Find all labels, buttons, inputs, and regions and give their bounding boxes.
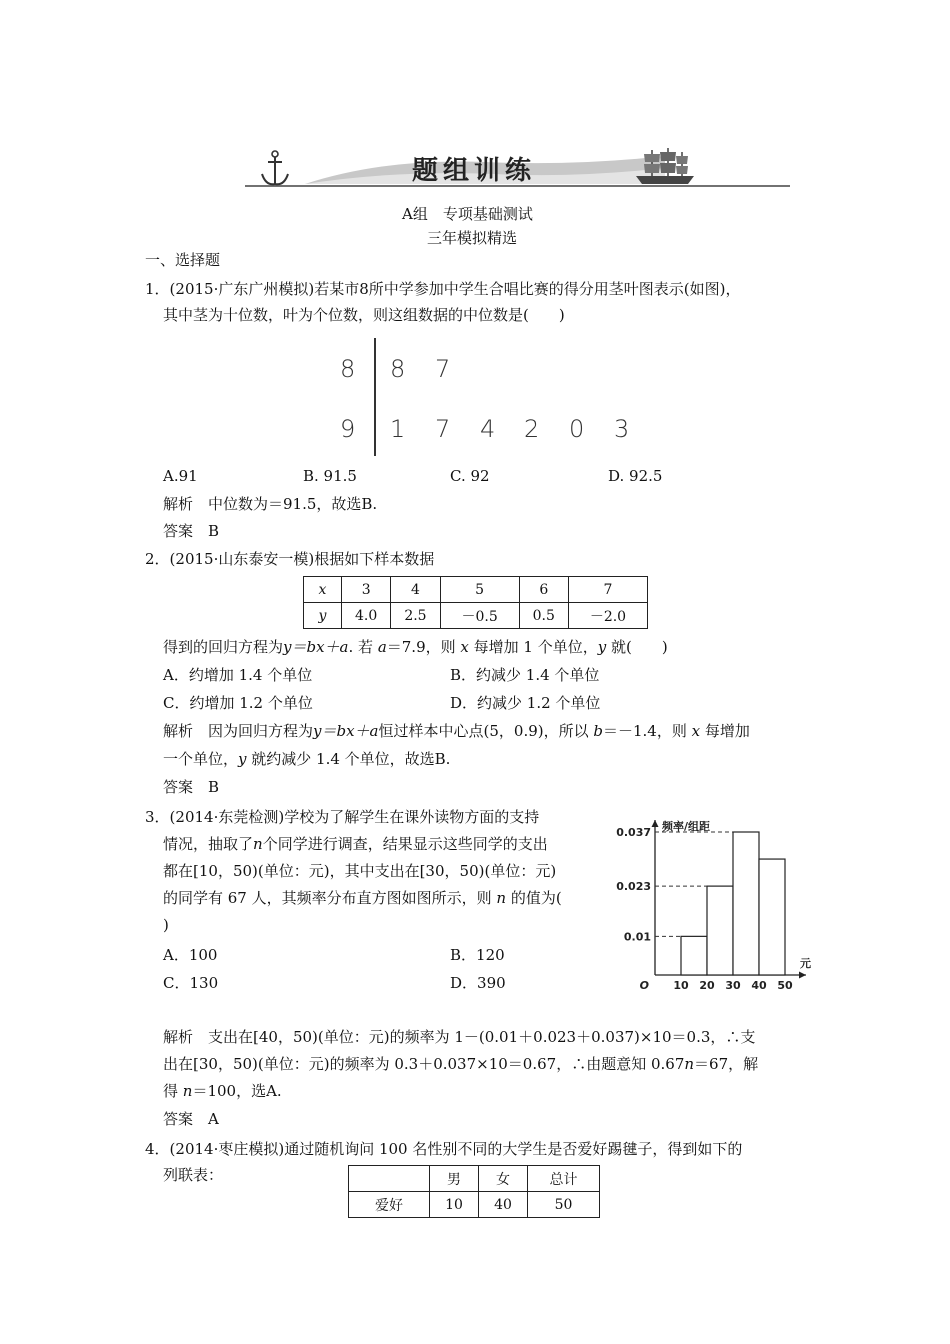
table-cell: 男 xyxy=(430,1166,479,1192)
x-axis-arrow xyxy=(799,972,806,979)
group-heading: A组 专项基础测试 xyxy=(402,205,533,223)
y-tick-label: 0.01 xyxy=(623,930,651,944)
table-cell: 50 xyxy=(528,1192,600,1218)
x-tick-label: 50 xyxy=(777,979,793,992)
q2-regression-line: 得到的回归方程为y＝bx＋a. 若 a＝7.9，则 x 每增加 1 个单位，y 就( ) xyxy=(163,638,668,656)
q4-contingency-table xyxy=(348,1165,600,1218)
q1-analysis: 解析 中位数为＝91.5，故选B. xyxy=(163,495,378,513)
table-cell: 女 xyxy=(479,1166,528,1192)
table-cell: 40 xyxy=(479,1192,528,1218)
leaf-9-1: 1 xyxy=(390,415,406,443)
stem-divider xyxy=(374,338,376,456)
y-tick-label: 0.023 xyxy=(616,880,651,894)
table-cell: y xyxy=(304,603,342,629)
leaf-8-2: 7 xyxy=(435,355,451,383)
table-cell: 10 xyxy=(430,1192,479,1218)
q3-option-a: A．100 xyxy=(163,946,218,964)
leaf-9-5: 0 xyxy=(569,415,585,443)
q2-analysis-line2: 一个单位，y 就约减少 1.4 个单位，故选B. xyxy=(163,750,451,768)
table-cell: 7 xyxy=(568,577,647,603)
q1-option-c: C. 92 xyxy=(450,467,490,485)
histogram-bar xyxy=(681,936,707,975)
q3-line2: 情况，抽取了n个同学进行调查，结果显示这些同学的支出 xyxy=(163,835,548,853)
q2-option-a: A．约增加 1.4 个单位 xyxy=(163,666,313,684)
table-cell xyxy=(349,1166,430,1192)
q4-line2: 列联表： xyxy=(163,1166,224,1184)
q2-analysis-line1: 解析 因为回归方程为y＝bx＋a恒过样本中心点(5，0.9)，所以 b＝－1.4，则 x 每增加 xyxy=(163,722,750,740)
table-cell: 4.0 xyxy=(342,603,391,629)
table-cell: 4 xyxy=(391,577,440,603)
histogram-bar xyxy=(733,832,759,975)
q3-answer: 答案 A xyxy=(163,1110,219,1128)
table-row xyxy=(304,603,648,629)
histogram-bar xyxy=(759,859,785,975)
leaf-9-6: 3 xyxy=(614,415,630,443)
table-cell: －0.5 xyxy=(440,603,519,629)
q3-option-d: D．390 xyxy=(450,974,506,992)
x-tick-label: 30 xyxy=(725,979,741,992)
stem-8: 8 xyxy=(340,355,356,383)
table-cell: 3 xyxy=(342,577,391,603)
q3-line4: 的同学有 67 人，其频率分布直方图如图所示，则 n 的值为( xyxy=(163,889,562,907)
q1-stem-line2: 其中茎为十位数，叶为个位数，则这组数据的中位数是( ) xyxy=(163,306,565,324)
q2-sample-table xyxy=(303,576,648,629)
q1-stem-line1: 1．(2015·广东广州模拟)若某市8所中学参加中学生合唱比赛的得分用茎叶图表示(如图)， xyxy=(145,280,741,298)
table-row xyxy=(349,1192,600,1218)
y-tick-label: 0.037 xyxy=(616,826,651,839)
table-cell: 爱好 xyxy=(349,1192,430,1218)
x-tick-label: 10 xyxy=(673,979,689,992)
y-axis-label: 频率/组距 xyxy=(662,820,711,833)
q2-answer: 答案 B xyxy=(163,778,220,796)
q2-option-d: D．约减少 1.2 个单位 xyxy=(450,694,601,712)
q3-analysis-line3: 得 n＝100，选A. xyxy=(163,1082,282,1100)
q3-option-b: B．120 xyxy=(450,946,505,964)
table-row xyxy=(304,577,648,603)
table-cell: 总计 xyxy=(528,1166,600,1192)
q3-analysis-line2: 出在[30，50)(单位：元)的频率为 0.3＋0.037×10＝0.67，∴由题意知 0.67n＝67，解 xyxy=(163,1055,759,1073)
x-tick-label: 20 xyxy=(699,979,715,992)
stem-9: 9 xyxy=(340,415,356,443)
table-cell: －2.0 xyxy=(568,603,647,629)
q3-option-c: C．130 xyxy=(163,974,219,992)
origin-label: O xyxy=(639,979,649,992)
q3-line1: 3．(2014·东莞检测)学校为了解学生在课外读物方面的支持 xyxy=(145,808,540,826)
table-cell: 2.5 xyxy=(391,603,440,629)
table-cell: 5 xyxy=(440,577,519,603)
q1-answer: 答案 B xyxy=(163,522,220,540)
sub-heading: 三年模拟精选 xyxy=(427,229,518,247)
table-row xyxy=(349,1166,600,1192)
q3-analysis-line1: 解析 支出在[40，50)(单位：元)的频率为 1－(0.01＋0.023＋0.037)×10＝0.3，∴支 xyxy=(163,1028,756,1046)
anchor-icon xyxy=(258,150,292,188)
leaf-9-2: 7 xyxy=(435,415,451,443)
leaf-8-1: 8 xyxy=(390,355,406,383)
q2-option-c: C．约增加 1.2 个单位 xyxy=(163,694,313,712)
y-axis-arrow xyxy=(652,820,659,827)
q1-option-a: A.91 xyxy=(163,467,198,485)
table-cell: 0.5 xyxy=(519,603,568,629)
leaf-9-3: 4 xyxy=(480,415,496,443)
x-axis-label: 元 xyxy=(800,957,811,970)
ship-icon xyxy=(630,146,700,188)
table-cell: 6 xyxy=(519,577,568,603)
x-tick-label: 40 xyxy=(751,979,767,992)
q3-line5: ) xyxy=(163,916,169,934)
q2-stem: 2．(2015·山东泰安一模)根据如下样本数据 xyxy=(145,550,435,568)
q3-line3: 都在[10，50)(单位：元)，其中支出在[30，50)(单位：元) xyxy=(163,862,557,880)
histogram-bar xyxy=(707,886,733,975)
q1-option-b: B. 91.5 xyxy=(303,467,357,485)
q1-option-d: D. 92.5 xyxy=(608,467,663,485)
frequency-histogram xyxy=(615,800,820,1000)
leaf-9-4: 2 xyxy=(524,415,540,443)
banner-title: 题组训练 xyxy=(412,156,537,186)
section-title: 一、选择题 xyxy=(145,251,221,269)
table-cell: x xyxy=(304,577,342,603)
q4-line1: 4．(2014·枣庄模拟)通过随机询问 100 名性别不同的大学生是否爱好踢毽子，得到如下的 xyxy=(145,1140,743,1158)
q2-option-b: B．约减少 1.4 个单位 xyxy=(450,666,600,684)
